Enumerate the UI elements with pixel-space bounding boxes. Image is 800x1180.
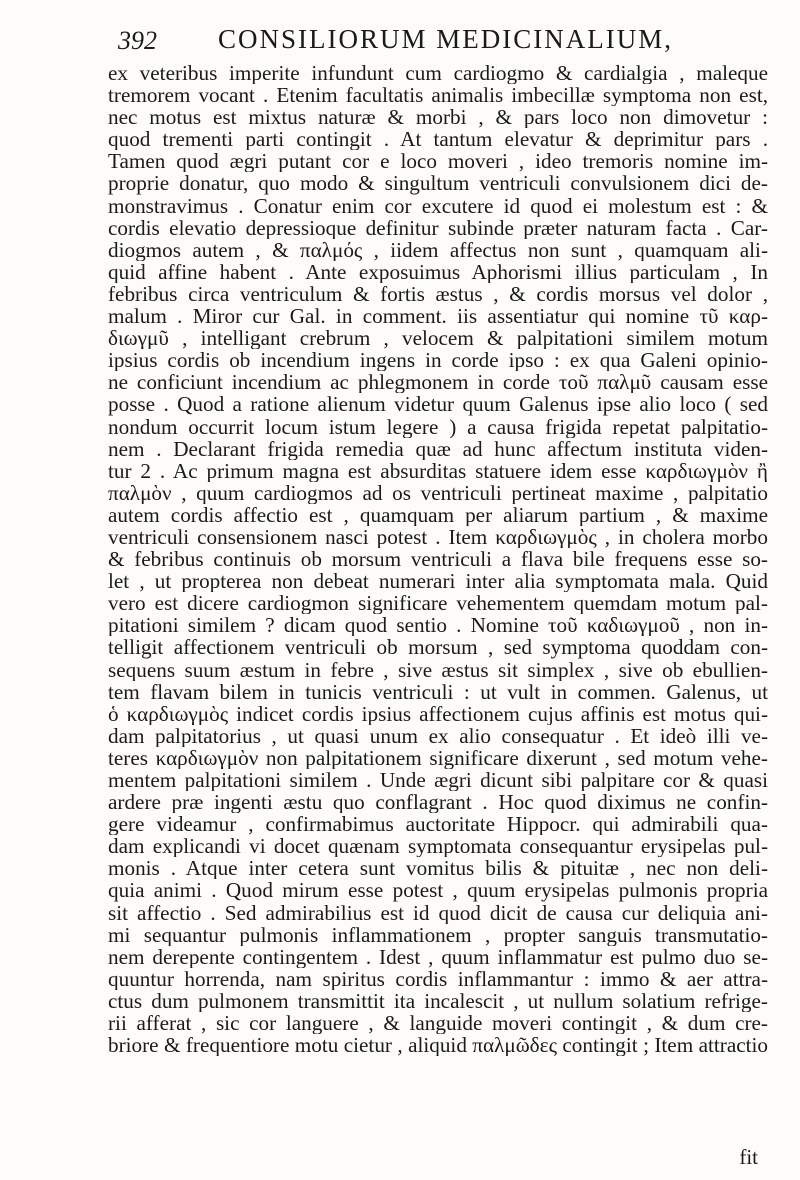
text-line: sit affectio . Sed admirabilius est id quod dicit de causa cur deliquia ani- [108,901,768,924]
text-line: & febribus continuis ob morsum ventriculi a flava bile frequens esse so- [108,548,768,571]
page-number: 392 [118,26,157,55]
text-line: cordis elevatio depressioque definitur subinde præter naturam facta . Car- [108,216,768,239]
text-line: mentem palpitationi similem . Unde ægri dicunt sibi palpitare cor & quasi [108,769,768,792]
text-line: tem flavam bilem in tunicis ventriculi : ut vult in commen. Galenus, ut [108,680,768,703]
text-line: posse . Quod a ratione alienum videtur quum Galenus ipse alio loco ( sed [108,393,768,416]
text-line: quid affine habent . Ante exposuimus Aphorismi illius particulam , In [108,260,768,283]
text-line: ex veteribus imperite infundunt cum cardiogmo & cardialgia , maleque [108,62,768,85]
text-line: malum . Miror cur Gal. in comment. iis assentiatur qui nomine τῦ καρ- [108,305,768,328]
text-line: monstravimus . Conatur enim cor excutere id quod ei molestum est : & [108,194,768,217]
text-line: ne conficiunt incendium ac phlegmonem in corde τοῦ παλμῦ causam esse [108,371,768,394]
text-line: nec motus est mixtus naturæ & morbi , & pars loco non dimovetur : [108,106,768,129]
catchword: fit [739,1145,758,1169]
text-line: mi sequantur pulmonis inflammationem , propter sanguis transmutatio- [108,923,768,946]
text-line: tur 2 . Ac primum magna est absurditas statuere idem esse καρδιωγμὸν ἢ [108,459,768,482]
text-line: ctus dum pulmonem transmittit ita incalescit , ut nullum solatium refrige- [108,989,768,1013]
text-line: nondum occurrit locum istum legere ) a causa frigida repetat palpitatio- [108,415,768,438]
text-line: nem derepente contingentem . Idest , quum inflammatur est pulmo duo se- [108,945,768,968]
text-line: autem cordis affectio est , quamquam per aliarum partium , & maxime [108,503,768,526]
page-header [110,22,680,62]
text-line: ipsius cordis ob incendium ingens in corde ipso : ex qua Galeni opinio- [108,349,768,372]
text-line: febribus circa ventriculum & fortis æstus , & cordis morsus vel dolor , [108,282,768,306]
text-line: teres καρδιωγμὸν non palpitationem significare dixerunt , sed motum vehe- [108,746,768,769]
text-line: let , ut propterea non debeat numerari inter alia symptomata mala. Quid [108,570,768,593]
text-line: proprie donatur, quo modo & singultum ventriculi convulsionem dici de- [108,172,768,195]
text-line: pitationi similem ? dicam quod sentio . Nomine τοῦ καδιωγμοῦ , non in- [108,614,768,637]
text-line: nem . Declarant frigida remedia quæ ad hunc affectum instituta viden- [108,437,768,460]
text-line: briore & frequentiore motu cietur , aliquid παλμῶδες contingit ; Item attractio [108,1034,768,1057]
body-text [108,62,768,1056]
text-line: quod trementi parti contingit . At tantum elevatur & deprimitur pars . [108,128,768,151]
text-line: dam explicandi vi docet quænam symptomata consequantur erysipelas pul- [108,835,768,858]
text-line: παλμὸν , quum cardiogmos ad os ventriculi pertineat maxime , palpitatio [108,481,768,504]
text-line: sequens suum æstum in febre , sive æstus sit simplex , sive ob ebullien- [108,658,768,681]
text-line: vero est dicere cardiogmon significare vehementem quemdam motum pal- [108,592,768,615]
text-line: monis . Atque inter cetera sunt vomitus bilis & pituitæ , nec non deli- [108,857,768,880]
text-line: gere videamur , confirmabimus auctoritate Hippocr. qui admirabili qua- [108,813,768,836]
text-line: quia animi . Quod mirum esse potest , quum erysipelas pulmonis propria [108,879,768,902]
running-head: CONSILIORUM MEDICINALIUM, [218,24,673,54]
text-line: ventriculi consensionem nasci potest . Item καρδιωγμὸς , in cholera morbo [108,525,768,549]
text-line: ὁ καρδιωγμὸς indicet cordis ipsius affectionem cujus affinis est motus qui- [108,702,768,725]
text-line: quuntur horrenda, nam spiritus cordis inflammantur : immo & aer attra- [108,967,768,990]
text-line: rii afferat , sic cor languere , & languide moveri contingit , & dum cre- [108,1012,768,1035]
text-line: Tamen quod ægri putant cor e loco moveri , ideo tremoris nomine im- [108,150,768,173]
text-line: dam palpitatorius , ut quasi unum ex alio consequatur . Et ideò illi ve- [108,724,768,747]
text-line: telligit affectionem ventriculi ob morsum , sed symptoma quoddam con- [108,636,768,659]
text-line: διωγμῦ , intelligant crebrum , velocem & palpitationi similem motum [108,327,768,350]
text-line: diogmos autem , & παλμός , iidem affectus non sunt , quamquam ali- [108,238,768,261]
text-line: ardere præ ingenti æstu quo conflagrant . Hoc quod diximus ne confin- [108,791,768,814]
text-line: tremorem vocant . Etenim facultatis animalis imbecillæ symptoma non est, [108,84,768,107]
